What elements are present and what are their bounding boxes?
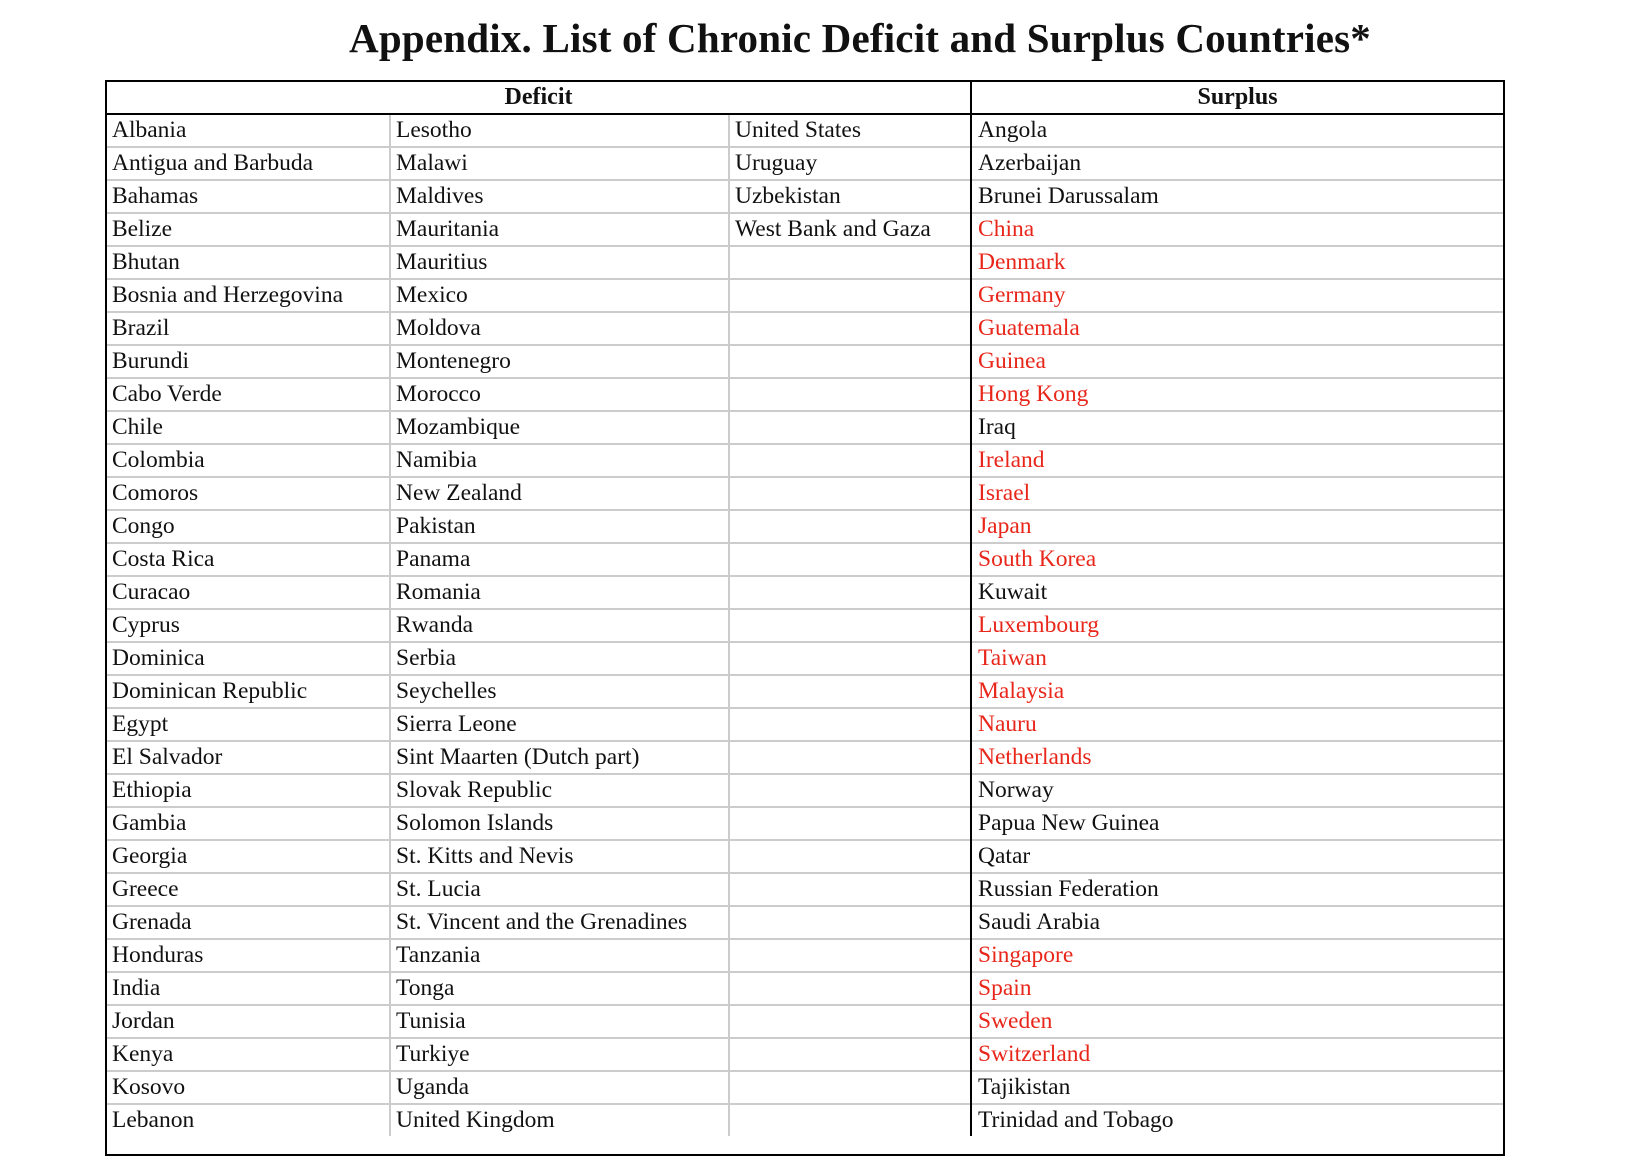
- table-row: [107, 873, 1503, 906]
- table-row: [107, 114, 1503, 147]
- deficit-country-cell: Chile: [107, 411, 390, 444]
- table-row: [107, 444, 1503, 477]
- deficit-country-cell: [729, 246, 971, 279]
- deficit-country-cell: Belize: [107, 213, 390, 246]
- deficit-country-cell: Panama: [390, 543, 729, 576]
- deficit-country-cell: [729, 543, 971, 576]
- deficit-country-cell: Curacao: [107, 576, 390, 609]
- header-row: [107, 82, 1503, 114]
- deficit-country-cell: Georgia: [107, 840, 390, 873]
- surplus-country-cell: Luxembourg: [971, 609, 1503, 642]
- deficit-country-cell: United Kingdom: [390, 1104, 729, 1136]
- deficit-country-cell: [729, 378, 971, 411]
- deficit-country-cell: Mexico: [390, 279, 729, 312]
- deficit-country-cell: West Bank and Gaza: [729, 213, 971, 246]
- deficit-country-cell: [729, 279, 971, 312]
- deficit-country-cell: Honduras: [107, 939, 390, 972]
- table-row: [107, 576, 1503, 609]
- surplus-country-cell: South Korea: [971, 543, 1503, 576]
- deficit-country-cell: India: [107, 972, 390, 1005]
- deficit-country-cell: Cyprus: [107, 609, 390, 642]
- table-row: [107, 675, 1503, 708]
- deficit-country-cell: [729, 444, 971, 477]
- surplus-country-cell: Brunei Darussalam: [971, 180, 1503, 213]
- deficit-country-cell: Grenada: [107, 906, 390, 939]
- deficit-country-cell: [729, 411, 971, 444]
- deficit-country-cell: [729, 939, 971, 972]
- table-row: [107, 543, 1503, 576]
- deficit-country-cell: Dominica: [107, 642, 390, 675]
- deficit-country-cell: St. Vincent and the Grenadines: [390, 906, 729, 939]
- surplus-country-cell: Malaysia: [971, 675, 1503, 708]
- deficit-country-cell: Ethiopia: [107, 774, 390, 807]
- deficit-country-cell: [729, 609, 971, 642]
- surplus-country-cell: Switzerland: [971, 1038, 1503, 1071]
- deficit-country-cell: Greece: [107, 873, 390, 906]
- surplus-country-cell: Sweden: [971, 1005, 1503, 1038]
- deficit-country-cell: Mozambique: [390, 411, 729, 444]
- deficit-country-cell: New Zealand: [390, 477, 729, 510]
- deficit-country-cell: Kenya: [107, 1038, 390, 1071]
- surplus-country-cell: Nauru: [971, 708, 1503, 741]
- surplus-country-cell: China: [971, 213, 1503, 246]
- table-row: [107, 213, 1503, 246]
- surplus-country-cell: Norway: [971, 774, 1503, 807]
- table-row: [107, 180, 1503, 213]
- deficit-country-cell: [729, 1071, 971, 1104]
- table-row: [107, 246, 1503, 279]
- deficit-country-cell: [729, 906, 971, 939]
- surplus-header: Surplus: [971, 82, 1503, 114]
- surplus-country-cell: Netherlands: [971, 741, 1503, 774]
- deficit-country-cell: Malawi: [390, 147, 729, 180]
- deficit-country-cell: Costa Rica: [107, 543, 390, 576]
- countries-table-grid: [107, 82, 1503, 1136]
- deficit-country-cell: Pakistan: [390, 510, 729, 543]
- surplus-country-cell: Trinidad and Tobago: [971, 1104, 1503, 1136]
- table-row: [107, 378, 1503, 411]
- table-row: [107, 642, 1503, 675]
- deficit-country-cell: United States: [729, 114, 971, 147]
- table-row: [107, 312, 1503, 345]
- table-row: [107, 1071, 1503, 1104]
- surplus-country-cell: Papua New Guinea: [971, 807, 1503, 840]
- table-row: [107, 147, 1503, 180]
- surplus-country-cell: Japan: [971, 510, 1503, 543]
- deficit-country-cell: [729, 840, 971, 873]
- deficit-country-cell: Uganda: [390, 1071, 729, 1104]
- deficit-country-cell: Romania: [390, 576, 729, 609]
- deficit-country-cell: Comoros: [107, 477, 390, 510]
- deficit-country-cell: Congo: [107, 510, 390, 543]
- deficit-country-cell: [729, 708, 971, 741]
- deficit-country-cell: St. Lucia: [390, 873, 729, 906]
- deficit-country-cell: Jordan: [107, 1005, 390, 1038]
- deficit-country-cell: Seychelles: [390, 675, 729, 708]
- table-row: [107, 939, 1503, 972]
- deficit-country-cell: Moldova: [390, 312, 729, 345]
- deficit-country-cell: Turkiye: [390, 1038, 729, 1071]
- table-row: [107, 477, 1503, 510]
- surplus-country-cell: Ireland: [971, 444, 1503, 477]
- deficit-country-cell: Albania: [107, 114, 390, 147]
- deficit-country-cell: [729, 510, 971, 543]
- table-row: [107, 840, 1503, 873]
- deficit-country-cell: Dominican Republic: [107, 675, 390, 708]
- deficit-country-cell: El Salvador: [107, 741, 390, 774]
- deficit-country-cell: [729, 642, 971, 675]
- table-row: [107, 741, 1503, 774]
- deficit-country-cell: [729, 972, 971, 1005]
- surplus-country-cell: Germany: [971, 279, 1503, 312]
- surplus-country-cell: Guatemala: [971, 312, 1503, 345]
- surplus-country-cell: Saudi Arabia: [971, 906, 1503, 939]
- deficit-country-cell: Antigua and Barbuda: [107, 147, 390, 180]
- table-row: [107, 774, 1503, 807]
- deficit-country-cell: Sint Maarten (Dutch part): [390, 741, 729, 774]
- table-row: [107, 906, 1503, 939]
- deficit-country-cell: [729, 741, 971, 774]
- surplus-country-cell: Hong Kong: [971, 378, 1503, 411]
- deficit-country-cell: Tanzania: [390, 939, 729, 972]
- deficit-country-cell: Gambia: [107, 807, 390, 840]
- deficit-country-cell: Namibia: [390, 444, 729, 477]
- countries-table: [105, 80, 1505, 1156]
- deficit-country-cell: Lebanon: [107, 1104, 390, 1136]
- deficit-country-cell: Morocco: [390, 378, 729, 411]
- surplus-country-cell: Tajikistan: [971, 1071, 1503, 1104]
- deficit-country-cell: Egypt: [107, 708, 390, 741]
- deficit-country-cell: [729, 477, 971, 510]
- table-row: [107, 972, 1503, 1005]
- surplus-country-cell: Israel: [971, 477, 1503, 510]
- deficit-country-cell: Rwanda: [390, 609, 729, 642]
- deficit-country-cell: Mauritania: [390, 213, 729, 246]
- table-row: [107, 411, 1503, 444]
- deficit-country-cell: [729, 873, 971, 906]
- table-row: [107, 807, 1503, 840]
- deficit-country-cell: [729, 675, 971, 708]
- deficit-country-cell: Sierra Leone: [390, 708, 729, 741]
- page-title: Appendix. List of Chronic Deficit and Surplus Countries*: [349, 15, 1371, 61]
- deficit-country-cell: Bhutan: [107, 246, 390, 279]
- deficit-country-cell: [729, 1104, 971, 1136]
- table-row: [107, 708, 1503, 741]
- surplus-country-cell: Angola: [978, 117, 1048, 143]
- deficit-country-cell: Tunisia: [390, 1005, 729, 1038]
- deficit-country-cell: Mauritius: [390, 246, 729, 279]
- deficit-country-cell: Kosovo: [107, 1071, 390, 1104]
- deficit-country-cell: [729, 1038, 971, 1071]
- table-body: [107, 114, 1503, 1136]
- surplus-country-cell: Qatar: [971, 840, 1503, 873]
- deficit-country-cell: Tonga: [390, 972, 729, 1005]
- deficit-country-cell: Lesotho: [390, 114, 729, 147]
- table-row: [107, 609, 1503, 642]
- deficit-country-cell: [729, 774, 971, 807]
- deficit-country-cell: Colombia: [107, 444, 390, 477]
- deficit-country-cell: Slovak Republic: [390, 774, 729, 807]
- deficit-country-cell: Brazil: [107, 312, 390, 345]
- deficit-country-cell: [729, 345, 971, 378]
- surplus-country-cell: Azerbaijan: [971, 147, 1503, 180]
- deficit-country-cell: Bosnia and Herzegovina: [107, 279, 390, 312]
- deficit-country-cell: Bahamas: [107, 180, 390, 213]
- table-row: [107, 279, 1503, 312]
- table-row: [107, 1005, 1503, 1038]
- surplus-country-cell: Denmark: [971, 246, 1503, 279]
- deficit-country-cell: Burundi: [107, 345, 390, 378]
- table-row: [107, 1038, 1503, 1071]
- deficit-country-cell: Montenegro: [390, 345, 729, 378]
- deficit-country-cell: [729, 576, 971, 609]
- deficit-country-cell: St. Kitts and Nevis: [390, 840, 729, 873]
- deficit-country-cell: Maldives: [390, 180, 729, 213]
- table-row: [107, 510, 1503, 543]
- deficit-country-cell: [729, 807, 971, 840]
- deficit-country-cell: Cabo Verde: [107, 378, 390, 411]
- table-row: [107, 1104, 1503, 1136]
- deficit-header: Deficit: [107, 82, 971, 114]
- deficit-country-cell: [729, 312, 971, 345]
- surplus-country-cell: Spain: [971, 972, 1503, 1005]
- surplus-country-cell: Russian Federation: [971, 873, 1503, 906]
- deficit-country-cell: Solomon Islands: [390, 807, 729, 840]
- surplus-country-cell: Taiwan: [971, 642, 1503, 675]
- deficit-country-cell: Uruguay: [729, 147, 971, 180]
- deficit-country-cell: Serbia: [390, 642, 729, 675]
- deficit-country-cell: [729, 1005, 971, 1038]
- surplus-country-cell: Guinea: [971, 345, 1503, 378]
- table-row: [107, 345, 1503, 378]
- surplus-country-cell: Iraq: [971, 411, 1503, 444]
- deficit-country-cell: Uzbekistan: [729, 180, 971, 213]
- surplus-country-cell: Singapore: [971, 939, 1503, 972]
- surplus-country-cell: Kuwait: [971, 576, 1503, 609]
